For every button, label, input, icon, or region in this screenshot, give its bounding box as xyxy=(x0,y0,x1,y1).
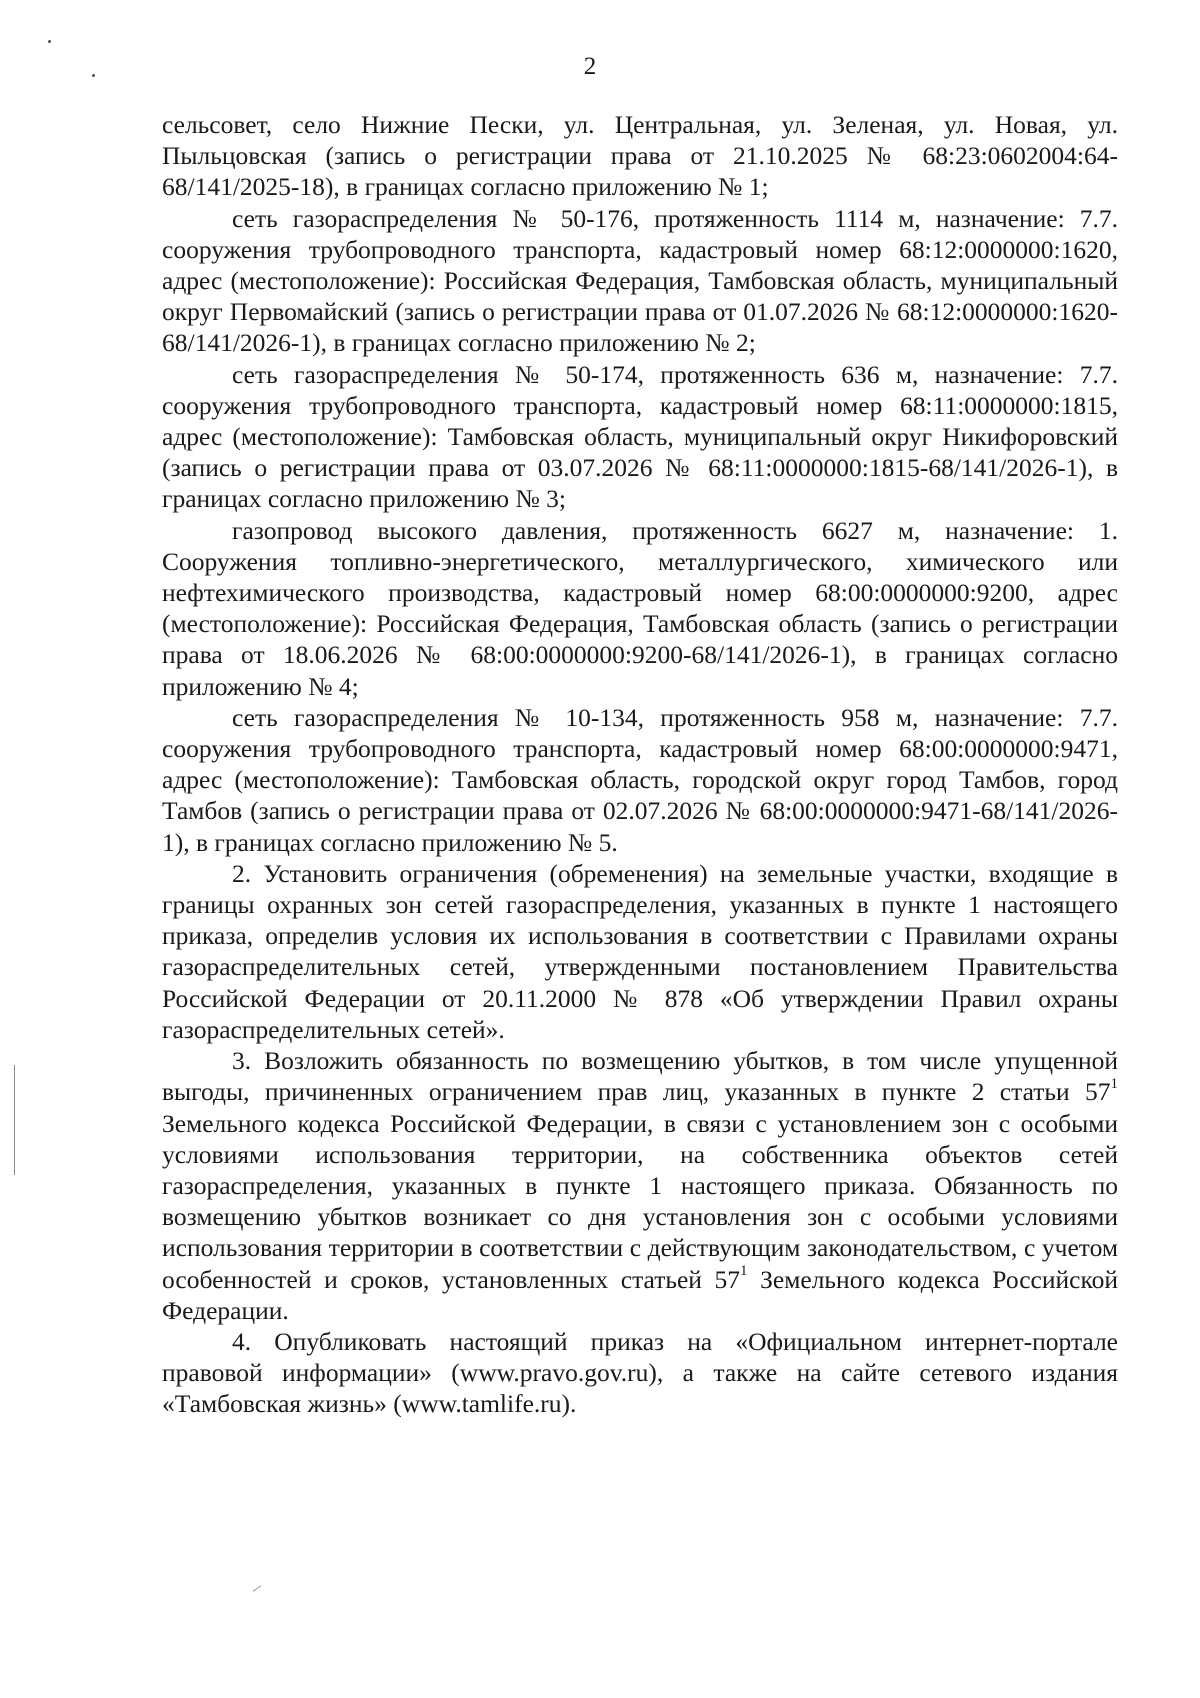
scan-mark xyxy=(253,1585,262,1592)
paragraph xyxy=(162,702,1118,858)
paragraph xyxy=(162,858,1118,1045)
superscript: 1 xyxy=(740,1263,748,1280)
paragraph-text: сеть газораспределения № 10-134, протяженность 958 м, назначение: 7.7. сооружения трубопроводного транспорта, кадастровый номер 68:00:0000000:9471, адрес (местоположение): Тамбовская область, городской округ город Тамбов, город Тамбов (запись о регистрации права от 02.07.2026 № 68:00:0000000:9471-68/141/2026-1), в границах согласно приложению № 5. xyxy=(162,702,1118,857)
paragraph-text: газопровод высокого давления, протяженность 6627 м, назначение: 1. Сооружения топливно-энергетического, металлургического, химического или нефтехимического производства, кадастровый номер 68:00:0000000:9200, адрес (местоположение): Российская Федерация, Тамбовская область (запись о регистрации права от 18.06.2026 № 68:00:0000000:9200-68/141/2026-1), в границах согласно приложению № 4; xyxy=(162,515,1118,701)
scan-speck xyxy=(48,40,51,43)
paragraph xyxy=(162,359,1118,515)
paragraph-text: Земельного кодекса Российской Федерации, в связи с установлением зон с особыми условиями использования территории, на собственника объектов сетей газораспределения, указанных в пункте 1 настоящего приказа. Обязанность по возмещению убытков возникает со дня установления зон с особыми условиями использования территории в соответствии с действующим законодательством, с учетом особенностей и сроков, установленных статьей 57 xyxy=(162,1108,1118,1294)
paragraph xyxy=(162,515,1118,702)
superscript: 1 xyxy=(1110,1075,1118,1092)
paragraph xyxy=(162,1045,1118,1326)
paragraph xyxy=(162,109,1118,203)
paragraph-text: 2. Установить ограничения (обременения) на земельные участки, входящие в границы охранных зон сетей газораспределения, указанных в пункте 1 настоящего приказа, определив условия их использования в соответствии с Правилами охраны газораспределительных сетей, утвержденными постановлением Правительства Российской Федерации от 20.11.2000 № 878 «Об утверждении Правил охраны газораспределительных сетей». xyxy=(162,858,1118,1044)
scan-edge-mark xyxy=(14,1065,15,1175)
paragraph-text: Земельного кодекса Российской Федерации. xyxy=(162,1264,1118,1325)
paragraph xyxy=(162,1326,1118,1420)
paragraph-text: 4. Опубликовать настоящий приказ на «Официальном интернет-портале правовой информации» (www.pravo.gov.ru), а также на сайте сетевого издания «Тамбовская жизнь» (www.tamlife.ru). xyxy=(162,1326,1118,1419)
paragraph-text: сеть газораспределения № 50-176, протяженность 1114 м, назначение: 7.7. сооружения трубопроводного транспорта, кадастровый номер 68:12:0000000:1620, адрес (местоположение): Российская Федерация, Тамбовская область, муниципальный округ Первомайский (запись о регистрации права от 01.07.2026 № 68:12:0000000:1620-68/141/2026-1), в границах согласно приложению № 2; xyxy=(162,203,1118,358)
paragraph xyxy=(162,203,1118,359)
paragraph-text: сельсовет, село Нижние Пески, ул. Центральная, ул. Зеленая, ул. Новая, ул. Пыльцовская (запись о регистрации права от 21.10.2025 № 68:23:0602004:64-68/141/2025-18), в границах согласно приложению № 1; xyxy=(162,110,1118,202)
document-body xyxy=(162,109,1118,1420)
page-number: 2 xyxy=(583,53,597,80)
paragraph-text: 3. Возложить обязанность по возмещению убытков, в том числе упущенной выгоды, причиненных ограничением прав лиц, указанных в пункте 2 статьи 57 xyxy=(162,1046,1118,1107)
scan-speck xyxy=(92,74,95,77)
paragraph-text: сеть газораспределения № 50-174, протяженность 636 м, назначение: 7.7. сооружения трубопроводного транспорта, кадастровый номер 68:11:0000000:1815, адрес (местоположение): Тамбовская область, муниципальный округ Никифоровский (запись о регистрации права от 03.07.2026 № 68:11:0000000:1815-68/141/2026-1), в границах согласно приложению № 3; xyxy=(162,359,1118,514)
